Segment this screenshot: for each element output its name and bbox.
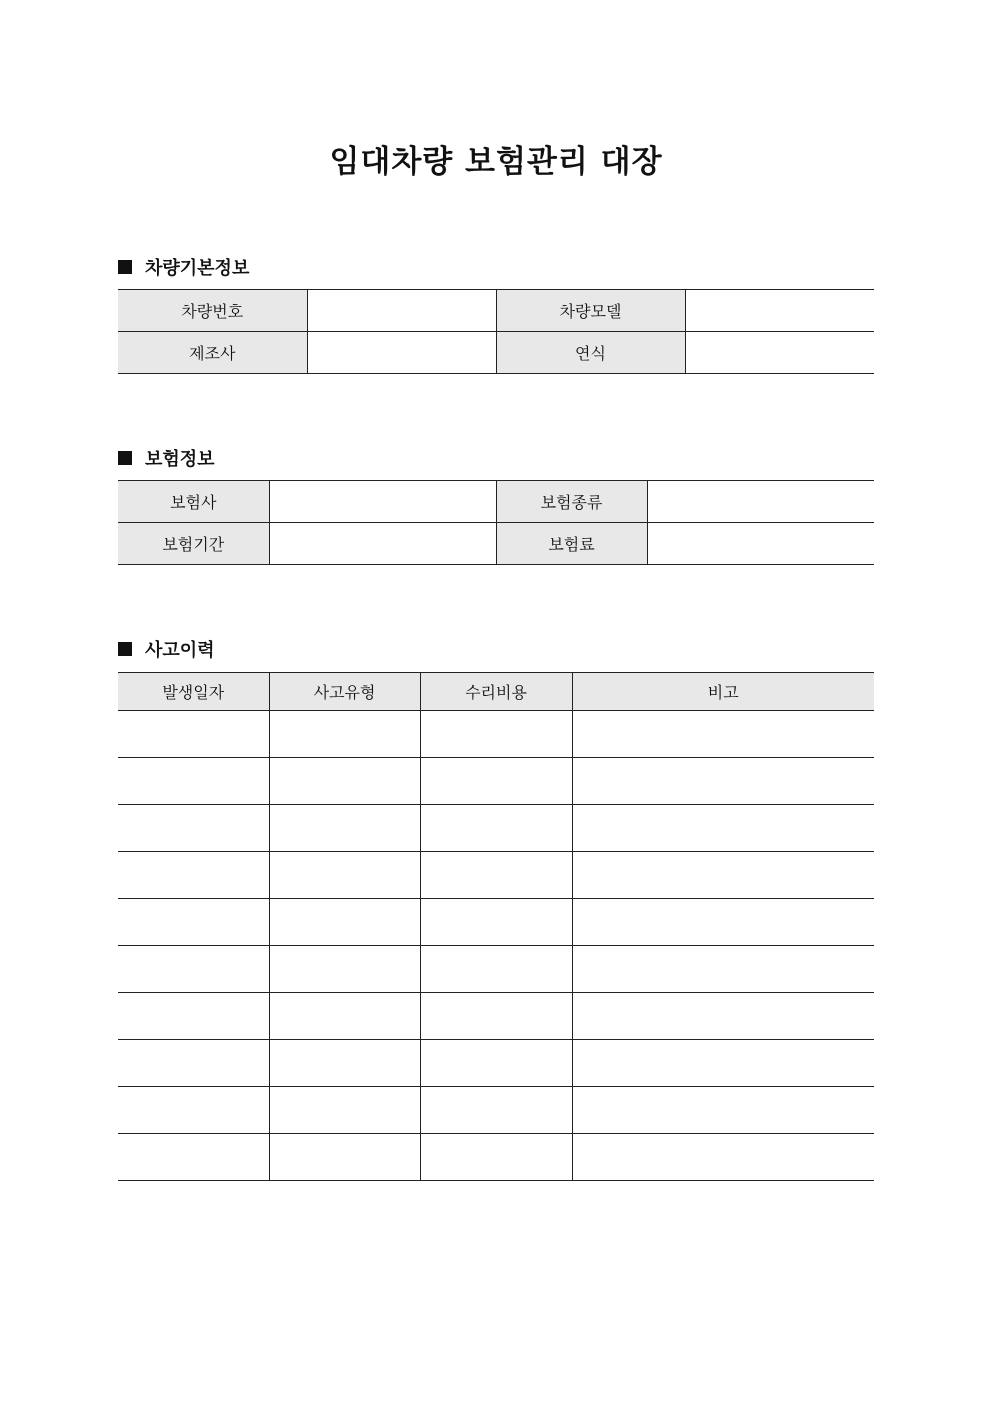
date-cell[interactable] bbox=[118, 1134, 269, 1181]
vehicle-model-field[interactable] bbox=[685, 290, 874, 332]
section-heading-label: 보험정보 bbox=[145, 449, 215, 470]
premium-field[interactable] bbox=[647, 523, 874, 565]
table-row bbox=[118, 1087, 874, 1134]
remarks-cell[interactable] bbox=[572, 899, 874, 946]
square-bullet-icon bbox=[118, 642, 132, 656]
section-heading-accident bbox=[118, 636, 215, 662]
date-cell[interactable] bbox=[118, 1087, 269, 1134]
section-heading-vehicle bbox=[118, 254, 249, 280]
repair-cost-cell[interactable] bbox=[420, 1040, 572, 1087]
table-row bbox=[118, 1040, 874, 1087]
page-title: 임대차량 보험관리 대장 bbox=[329, 144, 663, 180]
table-row bbox=[118, 523, 874, 565]
insurance-info-table bbox=[118, 480, 874, 565]
remarks-cell[interactable] bbox=[572, 852, 874, 899]
insurance-period-field[interactable] bbox=[269, 523, 496, 565]
label-cell-premium: 보험료 bbox=[496, 523, 647, 565]
table-row bbox=[118, 946, 874, 993]
repair-cost-cell[interactable] bbox=[420, 993, 572, 1040]
table-row bbox=[118, 993, 874, 1040]
year-field[interactable] bbox=[685, 332, 874, 374]
remarks-cell[interactable] bbox=[572, 758, 874, 805]
table-row bbox=[118, 481, 874, 523]
repair-cost-cell[interactable] bbox=[420, 946, 572, 993]
label-cell-insurance-period: 보험기간 bbox=[118, 523, 269, 565]
label-cell-insurance-type: 보험종류 bbox=[496, 481, 647, 523]
insurer-field[interactable] bbox=[269, 481, 496, 523]
repair-cost-cell[interactable] bbox=[420, 758, 572, 805]
date-cell[interactable] bbox=[118, 899, 269, 946]
accident-type-cell[interactable] bbox=[269, 711, 420, 758]
table-header-row bbox=[118, 673, 874, 711]
repair-cost-cell[interactable] bbox=[420, 1087, 572, 1134]
column-header-date: 발생일자 bbox=[118, 673, 269, 711]
vehicle-info-table bbox=[118, 289, 874, 374]
accident-type-cell[interactable] bbox=[269, 993, 420, 1040]
accident-type-cell[interactable] bbox=[269, 758, 420, 805]
manufacturer-field[interactable] bbox=[307, 332, 496, 374]
remarks-cell[interactable] bbox=[572, 946, 874, 993]
table-row bbox=[118, 1134, 874, 1181]
date-cell[interactable] bbox=[118, 758, 269, 805]
accident-history-table bbox=[118, 672, 874, 1181]
remarks-cell[interactable] bbox=[572, 805, 874, 852]
insurance-type-field[interactable] bbox=[647, 481, 874, 523]
accident-type-cell[interactable] bbox=[269, 899, 420, 946]
section-heading-insurance bbox=[118, 445, 215, 471]
column-header-remarks: 비고 bbox=[572, 673, 874, 711]
date-cell[interactable] bbox=[118, 993, 269, 1040]
date-cell[interactable] bbox=[118, 852, 269, 899]
accident-type-cell[interactable] bbox=[269, 1134, 420, 1181]
section-heading-label: 차량기본정보 bbox=[145, 258, 250, 279]
table-row bbox=[118, 805, 874, 852]
remarks-cell[interactable] bbox=[572, 1087, 874, 1134]
date-cell[interactable] bbox=[118, 946, 269, 993]
accident-type-cell[interactable] bbox=[269, 1040, 420, 1087]
repair-cost-cell[interactable] bbox=[420, 852, 572, 899]
repair-cost-cell[interactable] bbox=[420, 899, 572, 946]
accident-type-cell[interactable] bbox=[269, 1087, 420, 1134]
repair-cost-cell[interactable] bbox=[420, 711, 572, 758]
repair-cost-cell[interactable] bbox=[420, 805, 572, 852]
accident-type-cell[interactable] bbox=[269, 805, 420, 852]
label-cell-manufacturer: 제조사 bbox=[118, 332, 307, 374]
label-cell-insurer: 보험사 bbox=[118, 481, 269, 523]
section-heading-label: 사고이력 bbox=[145, 640, 215, 661]
table-row bbox=[118, 290, 874, 332]
date-cell[interactable] bbox=[118, 711, 269, 758]
remarks-cell[interactable] bbox=[572, 1040, 874, 1087]
table-row bbox=[118, 852, 874, 899]
vehicle-number-field[interactable] bbox=[307, 290, 496, 332]
label-cell-year: 연식 bbox=[496, 332, 685, 374]
column-header-accident-type: 사고유형 bbox=[269, 673, 420, 711]
label-cell-vehicle-number: 차량번호 bbox=[118, 290, 307, 332]
table-row bbox=[118, 711, 874, 758]
square-bullet-icon bbox=[118, 260, 132, 274]
remarks-cell[interactable] bbox=[572, 993, 874, 1040]
square-bullet-icon bbox=[118, 451, 132, 465]
table-row bbox=[118, 758, 874, 805]
table-row bbox=[118, 899, 874, 946]
remarks-cell[interactable] bbox=[572, 711, 874, 758]
table-row bbox=[118, 332, 874, 374]
repair-cost-cell[interactable] bbox=[420, 1134, 572, 1181]
label-cell-vehicle-model: 차량모델 bbox=[496, 290, 685, 332]
date-cell[interactable] bbox=[118, 805, 269, 852]
accident-type-cell[interactable] bbox=[269, 852, 420, 899]
date-cell[interactable] bbox=[118, 1040, 269, 1087]
accident-type-cell[interactable] bbox=[269, 946, 420, 993]
column-header-repair-cost: 수리비용 bbox=[420, 673, 572, 711]
remarks-cell[interactable] bbox=[572, 1134, 874, 1181]
